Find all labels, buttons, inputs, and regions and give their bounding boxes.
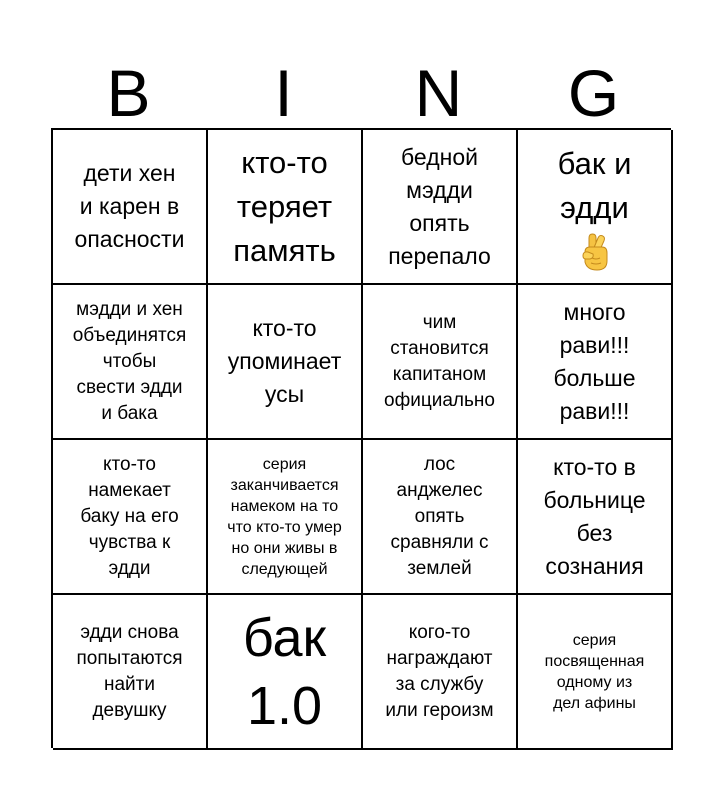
- header-letter-b: B: [106, 56, 151, 130]
- bingo-cell[interactable]: [363, 595, 518, 750]
- bingo-cell[interactable]: [208, 285, 363, 440]
- cell-text: дети хен и карен в опасности: [74, 160, 185, 252]
- cell-text: бак 1.0: [242, 607, 327, 736]
- cell-text: серия заканчивается намеком на то что кто-то умер но они живы в следующей: [227, 455, 342, 578]
- cell-text: мэдди и хен объединятся чтобы свести эдди и бака: [72, 298, 187, 424]
- bingo-cell[interactable]: [208, 130, 363, 285]
- bingo-cell[interactable]: [53, 130, 208, 285]
- bingo-board: [51, 128, 671, 748]
- bingo-header: [51, 58, 671, 128]
- bingo-cell[interactable]: [518, 440, 673, 595]
- bingo-cell[interactable]: [518, 595, 673, 750]
- cell-text: кто-то в больнице без сознания: [543, 453, 646, 579]
- bingo-cell[interactable]: [53, 595, 208, 750]
- cell-text: чим становится капитаном официально: [384, 311, 495, 411]
- bingo-cell[interactable]: [363, 285, 518, 440]
- bingo-cell[interactable]: [53, 440, 208, 595]
- cell-text: кого-то награждают за службу или героизм: [385, 621, 494, 721]
- bingo-cell[interactable]: [208, 440, 363, 595]
- bingo-cell[interactable]: [363, 440, 518, 595]
- cell-text: бак и эдди: [557, 145, 632, 225]
- header-letter-i: I: [274, 56, 293, 130]
- cell-text: кто-то упоминает усы: [227, 315, 342, 407]
- cell-text: кто-то намекает баку на его чувства к эдди: [80, 453, 179, 579]
- cell-text: эдди снова попытаются найти девушку: [76, 621, 183, 721]
- header-letter-g: G: [567, 56, 620, 130]
- cell-text: лос анджелес опять сравняли с землей: [390, 453, 489, 579]
- bingo-cell[interactable]: [208, 595, 363, 750]
- cell-text: бедной мэдди опять перепало: [388, 143, 491, 269]
- bingo-cell[interactable]: [518, 285, 673, 440]
- cell-text: серия посвященная одному из дел афины: [544, 631, 645, 712]
- bingo-cell[interactable]: [363, 130, 518, 285]
- header-letter-n: N: [414, 56, 463, 130]
- bingo-cell[interactable]: [518, 130, 673, 285]
- crossed-fingers-icon: [580, 232, 610, 272]
- cell-text: много рави!!! больше рави!!!: [553, 298, 636, 424]
- bingo-cell[interactable]: [53, 285, 208, 440]
- cell-text: кто-то теряет память: [233, 144, 336, 268]
